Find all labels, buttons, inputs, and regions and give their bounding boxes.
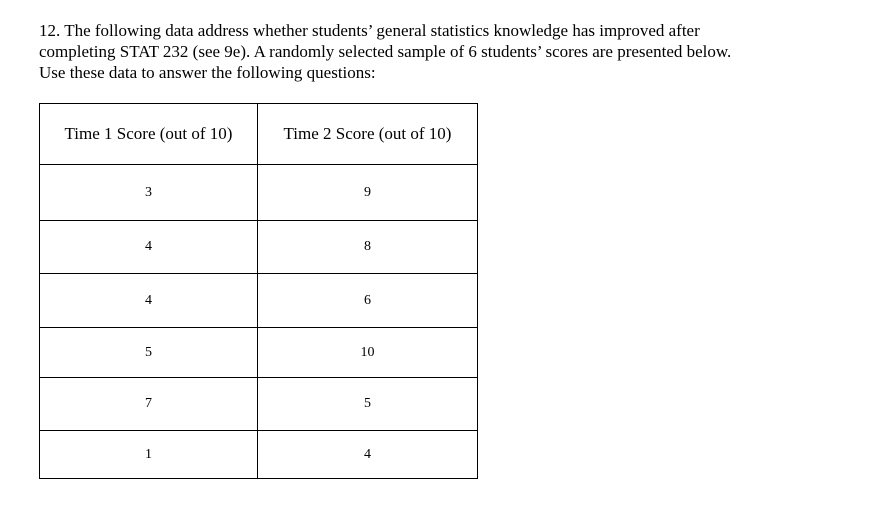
table-row: [40, 328, 478, 378]
table-row: [40, 378, 478, 431]
time-1-score-cell: 7: [40, 378, 258, 431]
time-1-score-cell: 4: [40, 274, 258, 328]
header-time-1-score: Time 1 Score (out of 10): [40, 104, 258, 165]
question-line: completing STAT 232 (see 9e). A randomly selected sample of 6 students’ scores are presented below.: [39, 42, 732, 61]
header-time-2-score: Time 2 Score (out of 10): [258, 104, 478, 165]
time-1-score-cell: 4: [40, 221, 258, 274]
time-1-score-cell: 1: [40, 431, 258, 479]
question-text: [39, 20, 839, 83]
time-2-score-cell: 5: [258, 378, 478, 431]
time-1-score-cell: 5: [40, 328, 258, 378]
table-header-row: [40, 104, 478, 165]
time-2-score-cell: 6: [258, 274, 478, 328]
time-2-score-cell: 8: [258, 221, 478, 274]
time-1-score-cell: 3: [40, 165, 258, 221]
question-line: Use these data to answer the following questions:: [39, 63, 376, 82]
table-row: [40, 274, 478, 328]
scores-table: [39, 103, 478, 479]
table-row: [40, 165, 478, 221]
question-line: 12. The following data address whether students’ general statistics knowledge has improved after: [39, 21, 700, 40]
time-2-score-cell: 10: [258, 328, 478, 378]
time-2-score-cell: 9: [258, 165, 478, 221]
table-row: [40, 221, 478, 274]
table-row: [40, 431, 478, 479]
time-2-score-cell: 4: [258, 431, 478, 479]
